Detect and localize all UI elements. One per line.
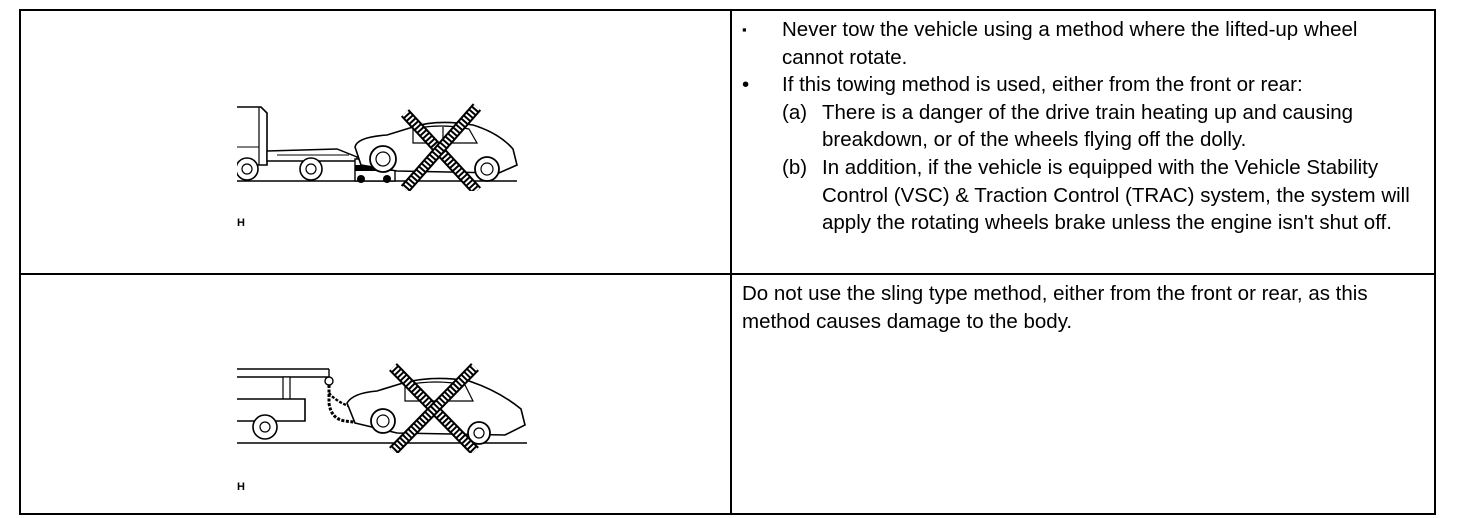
instruction-cell [731, 274, 1435, 514]
illustration-cell [20, 10, 731, 274]
list-item [742, 154, 1422, 237]
illustration-cell [20, 274, 731, 514]
bullet-text: If this towing method is used, either from the front or rear: [782, 73, 1303, 97]
instruction-text: Do not use the sling type method, either from the front or rear, as this method causes damage to the body. [742, 282, 1368, 333]
table-row [20, 10, 1435, 274]
sling-tow-prohibited-illustration [237, 363, 527, 453]
illustration-code: H [237, 481, 245, 493]
sub-item-label: (b) [782, 155, 808, 179]
list-item [742, 71, 1422, 99]
table-row [20, 274, 1435, 514]
towing-caution-table [19, 9, 1436, 515]
bullet-marker: • [742, 73, 750, 97]
list-item [742, 99, 1422, 154]
bullet-text: Never tow the vehicle using a method where the lifted-up wheel cannot rotate. [782, 18, 1358, 69]
wheel-lift-dolly-tow-prohibited-illustration [237, 99, 519, 191]
sub-item-label: (a) [782, 100, 808, 124]
sub-item-text: In addition, if the vehicle is equipped with the Vehicle Stability Control (VSC) & Traction Control (TRAC) system, the system will apply the rotating wheels brake unless the engine isn't shut off. [822, 155, 1410, 235]
list-item [742, 16, 1422, 71]
instruction-cell [731, 10, 1435, 274]
illustration-code: H [237, 217, 245, 229]
sub-item-text: There is a danger of the drive train heating up and causing breakdown, or of the wheels flying off the dolly. [822, 100, 1354, 152]
bullet-marker: ▪ [742, 22, 747, 37]
